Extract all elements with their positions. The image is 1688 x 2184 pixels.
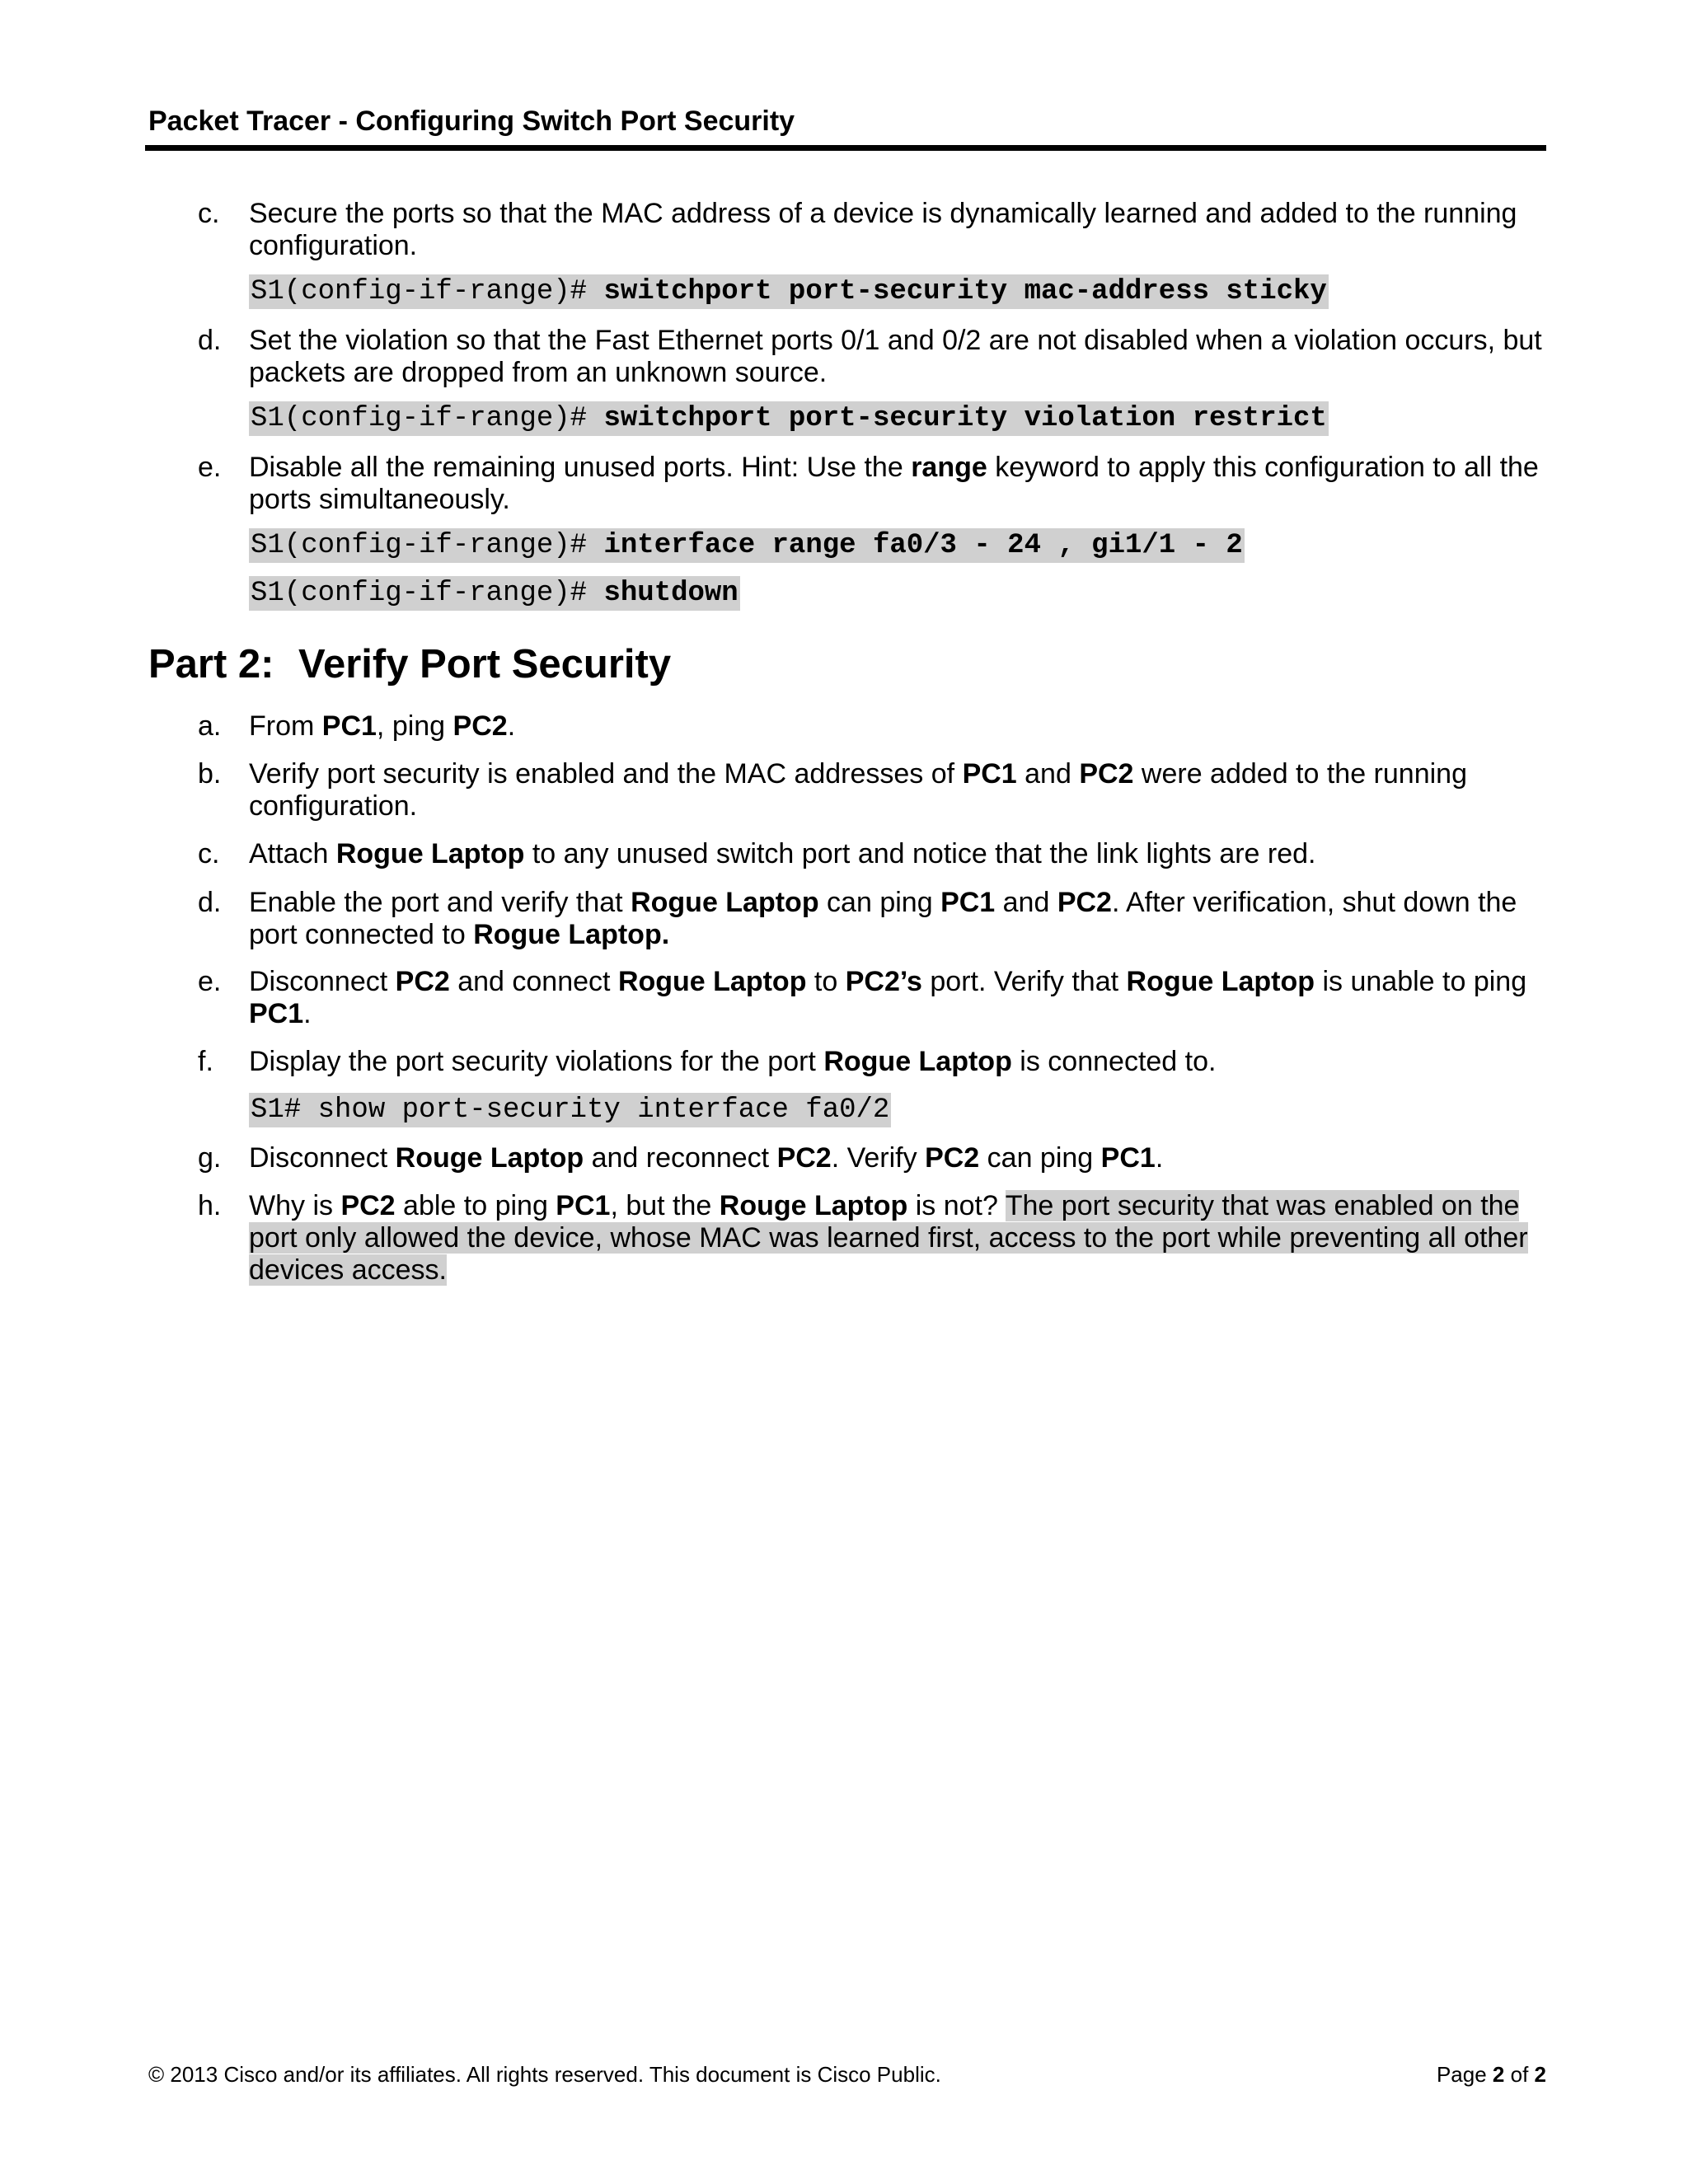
step-letter: c. [198,838,220,869]
step-letter: g. [198,1142,222,1174]
step-text: From PC1, ping PC2. [249,710,516,742]
step-letter: e. [198,452,222,483]
header-rule [145,145,1546,151]
step-text: Display the port security violations for the port Rogue Laptop is connected to. [249,1046,1217,1077]
footer-page-number: Page 2 of 2 [1436,2062,1546,2087]
cli-command: shutdown [603,578,738,609]
cli-prompt: S1(config-if-range)# [251,403,604,434]
step-text-line: ports simultaneously. [249,484,510,515]
section-number: Part 2: [148,642,274,687]
cli-command: switchport port-security mac-address sticky [603,276,1327,307]
command-line [249,578,740,610]
answer-text: devices access. [249,1254,447,1286]
command-line [249,1094,891,1127]
command-line [249,530,1245,562]
step-letter: c. [198,198,220,229]
step-text-line: configuration. [249,230,418,261]
document-header-title: Packet Tracer - Configuring Switch Port Security [148,105,795,137]
answer-text: port only allowed the device, whose MAC was learned first, access to the port while preventing all other [249,1222,1528,1254]
step-text [249,452,1539,516]
step-text: Why is PC2 able to ping PC1, but the Rouge Laptop is not? The port security that was enabled on the port only allowed the device, whose MAC was learned first, access to the port while preventing all other devices access. [249,1190,1528,1286]
step-text-line: Secure the ports so that the MAC address of a device is dynamically learned and added to the running [249,198,1517,229]
step-letter: h. [198,1190,222,1221]
step-letter: e. [198,966,222,997]
step-text: Attach Rogue Laptop to any unused switch port and notice that the link lights are red. [249,838,1316,869]
step-text [249,325,1542,389]
cli-command: switchport port-security violation restrict [603,403,1327,434]
step-text-line: Disable all the remaining unused ports. Hint: Use the range keyword to apply this configuration to all the [249,452,1539,483]
cli-prompt: S1(config-if-range)# [251,578,604,609]
step-text [249,198,1517,262]
step-text: Disconnect Rouge Laptop and reconnect PC2. Verify PC2 can ping PC1. [249,1142,1164,1174]
section-heading [148,641,671,687]
step-text-line: Set the violation so that the Fast Ethernet ports 0/1 and 0/2 are not disabled when a violation occurs, but [249,325,1542,356]
step-letter: a. [198,710,222,742]
command-line [249,403,1329,435]
command-line [249,276,1329,308]
cli-prompt: S1(config-if-range)# [251,530,604,561]
step-text: Enable the port and verify that Rogue Laptop can ping PC1 and PC2. After verification, shut down the port connected to Rogue Laptop. [249,887,1517,950]
answer-text: The port security that was enabled on the [1005,1190,1520,1221]
step-text: Verify port security is enabled and the MAC addresses of PC1 and PC2 were added to the running configuration. [249,758,1467,822]
cli-prompt: S1(config-if-range)# [251,276,604,307]
step-letter: f. [198,1046,213,1077]
cli-command: interface range fa0/3 - 24 , gi1/1 - 2 [603,530,1243,561]
step-letter: b. [198,758,222,790]
section-title: Verify Port Security [298,642,672,687]
footer-copyright: © 2013 Cisco and/or its affiliates. All rights reserved. This document is Cisco Public. [148,2062,941,2087]
cli-command: S1# show port-security interface fa0/2 [251,1094,890,1126]
step-text: Disconnect PC2 and connect Rogue Laptop to PC2’s port. Verify that Rogue Laptop is unable to ping PC1. [249,966,1527,1029]
step-letter: d. [198,887,222,918]
step-letter: d. [198,325,222,356]
step-text-line: packets are dropped from an unknown source. [249,357,828,388]
